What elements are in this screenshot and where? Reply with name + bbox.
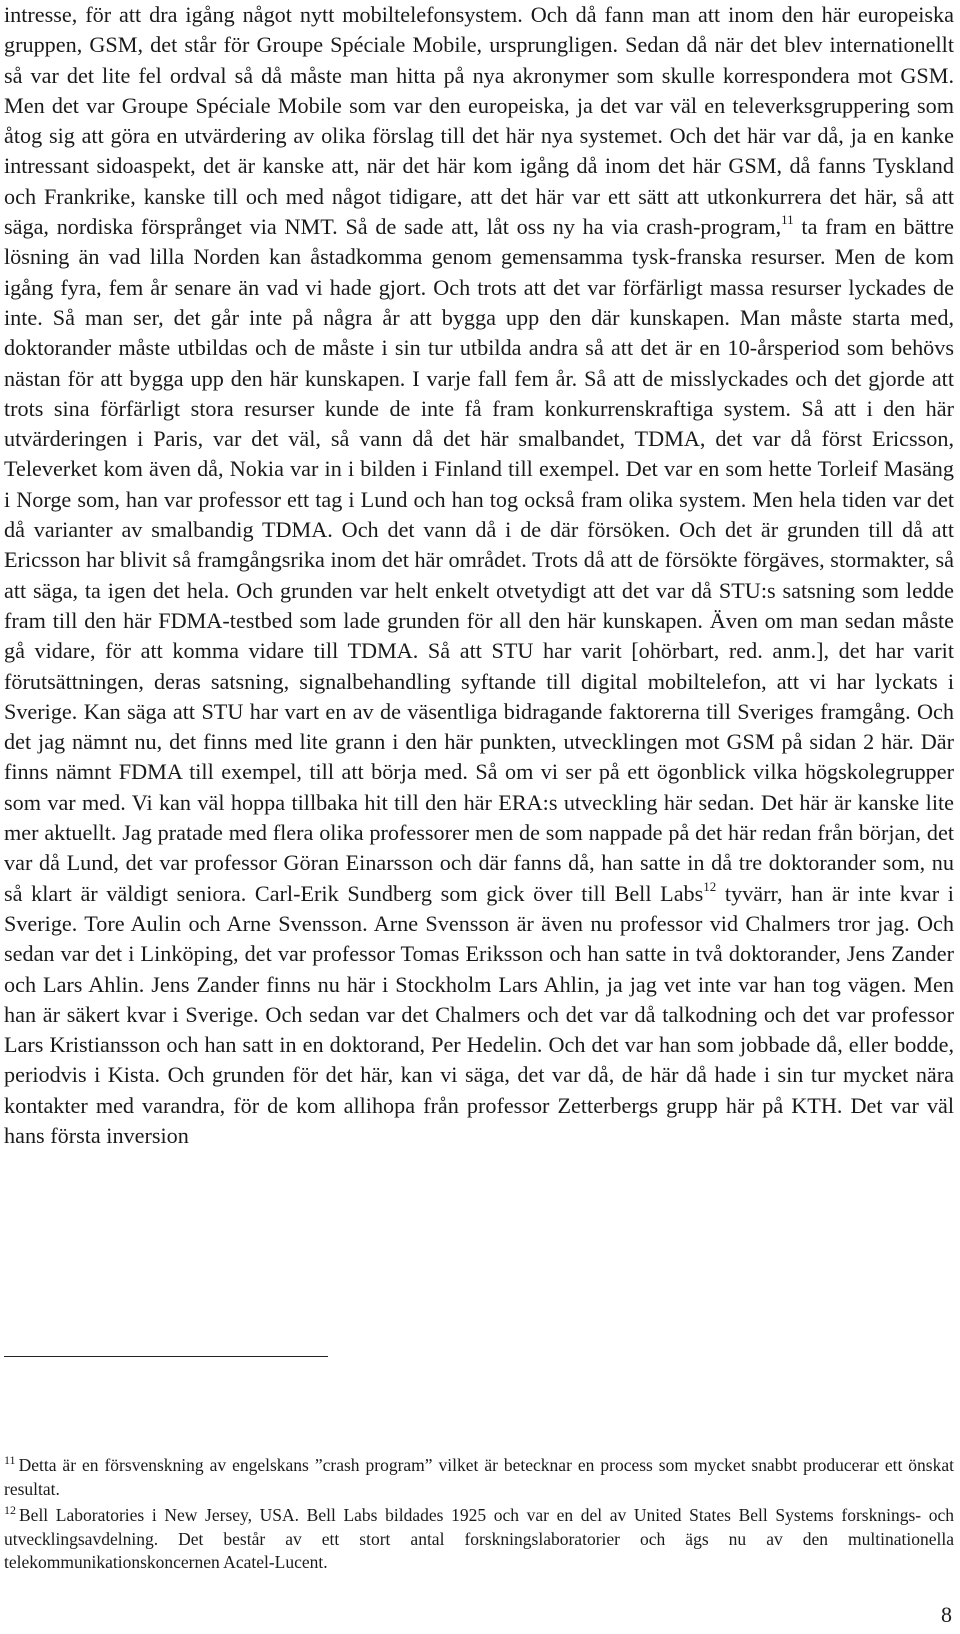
body-text-part-1: intresse, för att dra igång något nytt mobiltelefonsystem. Och då fann man att inom den här europeiska gruppen, GSM, det står för Groupe Spéciale Mobile, ursprungligen. Sedan då när det blev internationellt så var det lite fel ordval så då måste man hitta på nya akronymer som skulle korrespondera mot GSM. Men det var Groupe Spéciale Mobile som var den europeiska, ja det var väl en televerksgruppering som åtog sig att göra en utvärdering av olika förslag till det här nya systemet. Och det här var då, ja en kanke intressant sidoaspekt, det är kanske att, när det här kom igång då inom det här GSM, då fanns Tyskland och Frankrike, kanske till och med något tidigare, att det här var ett sätt att utkonkurrera det här, så att säga, nordiska försprånget via NMT. Så de sade att, låt oss ny ha via crash-program,: [4, 2, 954, 240]
body-text: [4, 0, 954, 1151]
body-text-part-3: tyvärr, han är inte kvar i Sverige. Tore Aulin och Arne Svensson. Arne Svensson är även nu professor vid Chalmers tror jag. Och sedan var det i Linköping, det var professor Tomas Eriksson och han satte in två doktorander, Jens Zander och Lars Ahlin. Jens Zander finns nu här i Stockholm Lars Ahlin, ja jag vet inte var han tog vägen. Men han är säkert kvar i Sverige. Och sedan var det Chalmers och det var då talkodning och det var professor Lars Kristiansson och han satt in en doktorand, Per Hedelin. Och det var han som jobbade då, eller bodde, periodvis i Kista. Och grunden för det här, kan vi säga, det var då, de här då hade i sin tur mycket nära kontakter med varandra, för de kom allihopa från professor Zetterbergs grupp här på KTH. Det var väl hans första inversion: [4, 880, 954, 1148]
footnote-11: [4, 1454, 954, 1501]
footnote-text: Detta är en försvenskning av engelskans ”crash program” vilket är betecknar en process som mycket snabbt producerar ett önskat resultat.: [4, 1455, 954, 1499]
footnote-ref-11: 11: [781, 212, 794, 228]
footnotes: [4, 1454, 954, 1578]
footnote-separator: [4, 1356, 328, 1357]
footnote-text: Bell Laboratories i New Jersey, USA. Bell Labs bildades 1925 och var en del av United States Bell Systems forsknings- och utvecklingsavdelning. Det består av ett stort antal forskningslaboratorier och ägs nu av den multinationella telekommunikationskoncernen Acatel-Lucent.: [4, 1505, 954, 1573]
footnote-number: 11: [4, 1453, 16, 1467]
footnote-number: 12: [4, 1503, 16, 1518]
body-paragraph: [4, 0, 954, 1151]
body-text-part-2: ta fram en bättre lösning än vad lilla Norden kan åstadkomma genom gemensamma tysk-franska resurser. Men de kom igång fyra, fem år senare än vad vi hade gjort. Och trots att det var förfärligt massa resurser lyckades de inte. Så man ser, det går inte på några år att bygga upp den där kunskapen. Man måste starta med, doktorander måste utbildas och de måste i sin tur utbilda andra så att det är en 10-årsperiod som behövs nästan för att bygga upp den här kunskapen. I varje fall fem år. Så att de misslyckades och det gjorde att trots sina förfärligt stora resurser kunde de inte få fram konkurrenskraftiga system. Så att i den här utvärderingen i Paris, var det väl, så vann då det här smalbandet, TDMA, det var då först Ericsson, Televerket kom även då, Nokia var in i bilden i Finland till exempel. Det var en som hette Torleif Masäng i Norge som, han var professor ett tag i Lund och han tog också fram olika system. Men hela tiden var det då varianter av smalbandig TDMA. Och det vann då i de där försöken. Och det är grunden till då att Ericsson har blivit så framgångsrika inom det här området. Trots då att de försökte förgäves, stormakter, så att säga, ta igen det hela. Och grunden var helt enkelt otvetydigt att det var då STU:s satsning som ledde fram till den här FDMA-testbed som lade grunden för all den här kunskapen. Även om man sedan måste gå vidare, för att komma vidare till TDMA. Så att STU har varit [ohörbart, red. anm.], det har varit förutsättningen, deras satsning, signalbehandling syftande till digital mobiltelefon, att vi har lyckats i Sverige. Kan säga att STU har vart en av de väsentliga bidragande faktorerna till Sveriges framgång. Och det jag nämnt nu, det finns med lite grann i den här punkten, utvecklingen mot GSM på sidan 2 här. Där finns nämnt FDMA till exempel, till att börja med. Så om vi ser på ett ögonblick vilka högskolegrupper som var med. Vi kan väl hoppa tillbaka hit till den här ERA:s utveckling här sedan. Det här är kanske lite mer aktuellt. Jag pratade med flera olika professorer men de som nappade på det här redan från början, det var då Lund, det var professor Göran Einarsson och där fanns då, han satte in då tre doktorander som, nu så klart är väldigt seniora. Carl-Erik Sundberg som gick över till Bell Labs: [4, 214, 954, 906]
footnote-ref-12: 12: [703, 878, 717, 894]
page-number: 8: [941, 1602, 952, 1627]
footnote-12: [4, 1504, 954, 1575]
